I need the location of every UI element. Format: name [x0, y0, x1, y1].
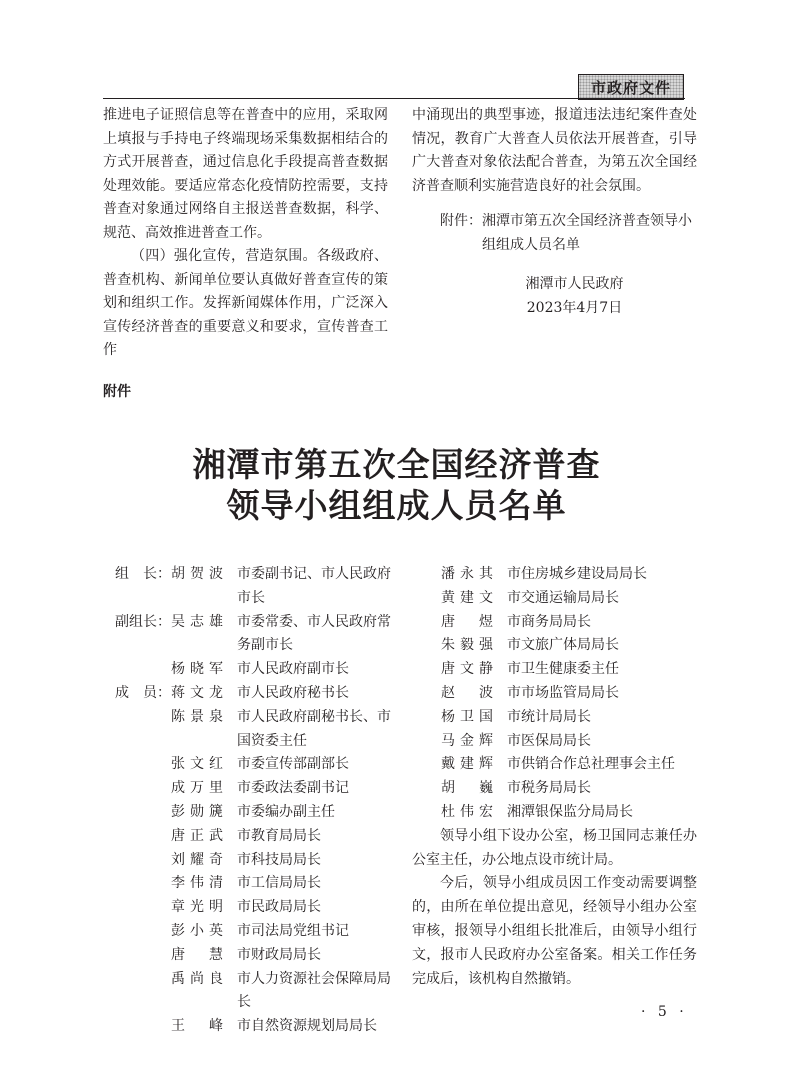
- roster-row: [103, 682, 403, 706]
- roster-name: 杨晓军: [171, 661, 223, 678]
- page-title-line2: 领导小组组成人员名单: [226, 486, 567, 525]
- attachment-note-line2: 组组成人员名单: [482, 236, 580, 253]
- roster-role: [103, 801, 171, 825]
- roster-name: 王 峰: [171, 1018, 223, 1035]
- roster-row: [412, 801, 697, 825]
- roster-row: [103, 825, 403, 849]
- roster-title: 市民政局局长: [237, 899, 321, 916]
- roster-title: 市医保局局长: [507, 732, 591, 749]
- roster-row: [412, 611, 697, 635]
- roster-role: [103, 896, 171, 920]
- roster-name: 戴建辉: [441, 756, 493, 773]
- roster-title: 湘潭银保监分局局长: [507, 803, 633, 820]
- roster-gap: [223, 658, 237, 682]
- roster-row: [103, 849, 403, 873]
- roster-role: 组 长：: [115, 566, 171, 582]
- roster-title: 市文旅广体局局长: [507, 637, 619, 654]
- roster-row: [103, 658, 403, 682]
- change-note: 今后，领导小组成员因工作变动需要调整的，由所在单位提出意见，经领导小组办公室审核，报领导小组组长批准后，由领导小组行文，报市人民政府办公室备案。相关工作任务完成后，该机构自然撤销。: [412, 875, 697, 987]
- roster-title: 市人民政府副秘书长、市国资委主任: [237, 708, 391, 749]
- roster-row: [412, 753, 697, 777]
- page-title-line1: 湘潭市第五次全国经济普查: [192, 445, 601, 484]
- roster-name: 杨卫国: [441, 708, 493, 725]
- roster-name: 杜伟宏: [441, 803, 493, 820]
- roster-name: 李伟清: [171, 875, 223, 892]
- roster-gap: [223, 682, 237, 706]
- roster-name: 成万里: [171, 780, 223, 797]
- roster-role: [103, 753, 171, 777]
- roster-name: 陈景泉: [171, 708, 223, 725]
- paragraph: 中涌现出的典型事迹，报道违法违纪案件查处情况，教育广大普查人员依法开展普查，引导广大普查对象依法配合普查，为第五次全国经济普查顺利实施营造良好的社会氛围。: [412, 107, 697, 194]
- roster-title: 市工信局局长: [237, 875, 321, 892]
- section-badge: [578, 74, 684, 100]
- attachment-note-line1: 附件：湘潭市第五次全国经济普查领导小: [440, 213, 692, 229]
- roster-gap: [493, 706, 507, 730]
- roster-gap: [223, 920, 237, 944]
- roster-row: [412, 658, 697, 682]
- roster-gap: [223, 872, 237, 896]
- header-rule: [103, 98, 685, 99]
- roster-row: [103, 968, 403, 1016]
- roster-role: [103, 944, 171, 968]
- roster-name: 蒋文龙: [171, 684, 223, 701]
- roster-row: [103, 920, 403, 944]
- roster-row: [103, 944, 403, 968]
- roster-name: 唐文静: [441, 661, 493, 678]
- roster-row: [103, 611, 403, 659]
- attachment-label: 附件: [103, 384, 131, 400]
- roster-role: [103, 777, 171, 801]
- roster-title: 市税务局局长: [507, 780, 591, 797]
- roster-name: 章光明: [171, 899, 223, 916]
- right-column: [412, 104, 697, 320]
- roster-right-list: [412, 563, 697, 825]
- roster-left: [103, 563, 403, 1039]
- roster-role: [103, 872, 171, 896]
- roster-gap: [223, 944, 237, 968]
- roster-row: [412, 730, 697, 754]
- roster-gap: [223, 753, 237, 777]
- roster-title: 市委副书记、市人民政府市长: [237, 566, 391, 606]
- roster-row: [103, 563, 403, 611]
- roster-gap: [223, 825, 237, 849]
- roster-row: [103, 777, 403, 801]
- attachment-note: [412, 210, 697, 257]
- roster-name: 刘耀奇: [171, 851, 223, 868]
- page-number: · 5 ·: [641, 1004, 688, 1020]
- roster-row: [103, 801, 403, 825]
- roster-name: 禹尚良: [171, 970, 223, 987]
- roster-name: 潘永其: [441, 566, 493, 582]
- roster-title: 市商务局局长: [507, 613, 591, 630]
- roster-gap: [223, 611, 237, 659]
- roster-gap: [493, 563, 507, 587]
- roster-role: [103, 825, 171, 849]
- roster-gap: [493, 611, 507, 635]
- roster-name: 唐 慧: [171, 946, 223, 963]
- roster-title: 市教育局局长: [237, 827, 321, 844]
- roster-row: [412, 563, 697, 587]
- roster-gap: [493, 753, 507, 777]
- roster-gap: [493, 801, 507, 825]
- roster-name: 胡贺波: [171, 566, 223, 582]
- roster-title: 市委编办副主任: [237, 803, 335, 820]
- roster-title: 市委宣传部副部长: [237, 756, 349, 773]
- roster-row: [412, 777, 697, 801]
- roster-gap: [223, 896, 237, 920]
- roster-title: 市委常委、市人民政府常务副市长: [237, 613, 391, 654]
- roster-name: 赵 波: [441, 684, 493, 701]
- roster-row: [103, 896, 403, 920]
- roster-gap: [223, 968, 237, 1016]
- roster-name: 吴志雄: [171, 613, 223, 630]
- roster-row: [412, 706, 697, 730]
- roster-gap: [493, 658, 507, 682]
- roster-role: [103, 968, 171, 1016]
- roster-title: 市统计局局长: [507, 708, 591, 725]
- roster-name: 彭勋篪: [171, 803, 223, 820]
- paragraph: 推进电子证照信息等在普查中的应用，采取网上填报与手持电子终端现场采集数据相结合的方式开展普查，通过信息化手段提高普查数据处理效能。要适应常态化疫情防控需要，支持普查对象通过网络自主报送普查数据，科学、规范、高效推进普查工作。: [103, 107, 388, 241]
- office-note: 领导小组下设办公室，杨卫国同志兼任办公室主任，办公地点设市统计局。: [412, 827, 697, 868]
- roster-name: 朱毅强: [441, 637, 493, 654]
- roster-gap: [223, 849, 237, 873]
- roster-name: 马金辉: [441, 732, 493, 749]
- signature-date: 2023年4月7日: [526, 299, 623, 316]
- roster-gap: [493, 730, 507, 754]
- roster-title: 市人民政府副市长: [237, 661, 349, 678]
- roster-row: [103, 706, 403, 754]
- roster-gap: [223, 1015, 237, 1039]
- roster-name: 唐 煜: [441, 613, 493, 630]
- roster-role: 副组长：: [115, 613, 171, 630]
- roster-row: [412, 587, 697, 611]
- roster-name: 张文红: [171, 756, 223, 773]
- roster-name: 胡 巍: [441, 780, 493, 797]
- roster-role: [103, 849, 171, 873]
- roster-row: [412, 634, 697, 658]
- roster-gap: [223, 706, 237, 754]
- roster-name: 彭小英: [171, 922, 223, 939]
- roster-gap: [223, 777, 237, 801]
- roster-row: [103, 1015, 403, 1039]
- roster-row: [103, 753, 403, 777]
- roster-title: 市人民政府秘书长: [237, 684, 349, 701]
- roster-role: [103, 706, 171, 754]
- roster-title: 市人力资源社会保障局局长: [237, 970, 391, 1011]
- roster-title: 市自然资源规划局局长: [237, 1018, 377, 1035]
- roster-role: 成 员：: [115, 684, 171, 701]
- roster-row: [412, 682, 697, 706]
- roster-name: 黄建文: [441, 589, 493, 606]
- roster-gap: [223, 801, 237, 825]
- roster-row: [103, 872, 403, 896]
- roster-title: 市财政局局长: [237, 946, 321, 963]
- roster-name: 唐正武: [171, 827, 223, 844]
- roster-right: [412, 563, 697, 991]
- roster-gap: [493, 587, 507, 611]
- roster-title: 市交通运输局局长: [507, 589, 619, 606]
- roster-role: [103, 920, 171, 944]
- signature-organization: 湘潭市人民政府: [525, 276, 624, 292]
- roster-title: 市市场监管局局长: [507, 684, 619, 701]
- roster-gap: [493, 777, 507, 801]
- section-badge-label: 市政府文件: [590, 78, 671, 97]
- roster-title: 市委政法委副书记: [237, 780, 349, 797]
- roster-gap: [493, 634, 507, 658]
- roster-title: 市司法局党组书记: [237, 922, 349, 939]
- paragraph: （四）强化宣传，营造氛围。各级政府、普查机构、新闻单位要认真做好普查宣传的策划和组织工作。发挥新闻媒体作用，广泛深入宣传经济普查的重要意义和要求，宣传普查工作: [103, 248, 388, 358]
- left-column: [103, 104, 388, 363]
- roster-title: 市卫生健康委主任: [507, 661, 619, 678]
- roster-title: 市住房城乡建设局局长: [507, 566, 647, 582]
- roster-role: [103, 658, 171, 682]
- roster-gap: [493, 682, 507, 706]
- roster-title: 市科技局局长: [237, 851, 321, 868]
- roster-role: [103, 1015, 171, 1039]
- roster-gap: [223, 563, 237, 611]
- roster-title: 市供销合作总社理事会主任: [507, 756, 675, 773]
